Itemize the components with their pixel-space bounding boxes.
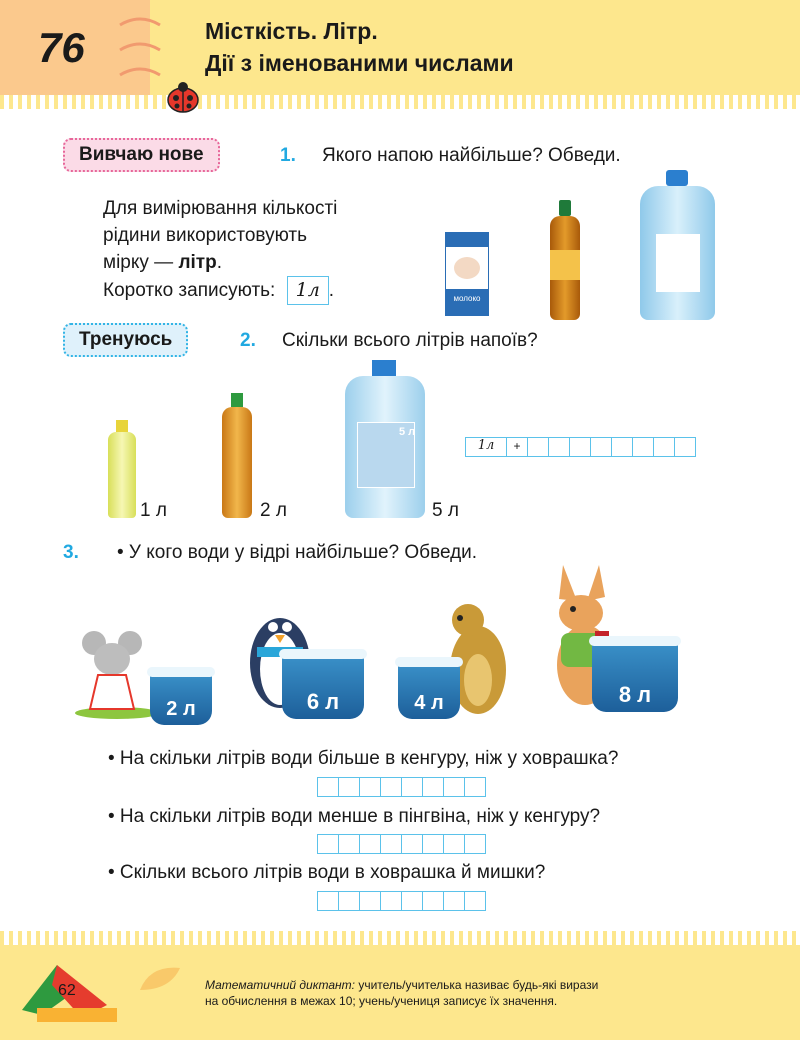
plus-cell: + xyxy=(506,437,528,457)
definition-suffix: . xyxy=(216,252,222,273)
answer-cell[interactable] xyxy=(443,834,465,854)
juice-bottle-2l-image xyxy=(220,393,254,518)
title-line-1: Місткість. Літр. xyxy=(205,18,378,44)
answer-cell[interactable] xyxy=(338,834,360,854)
answer-cell[interactable] xyxy=(317,891,339,911)
header-fringe xyxy=(0,95,800,109)
answer-cell[interactable] xyxy=(569,437,591,457)
answer-cell[interactable] xyxy=(317,777,339,797)
answer-cell[interactable] xyxy=(317,834,339,854)
liter-definition xyxy=(103,195,337,305)
task-3-number: 3. xyxy=(63,542,79,563)
jug-5l-tag: 5 л xyxy=(399,426,416,438)
answer-cell[interactable] xyxy=(380,834,402,854)
jug-label xyxy=(656,234,700,292)
volume-1-liter: 1 л xyxy=(140,500,167,521)
answer-cell[interactable] xyxy=(674,437,696,457)
answer-cell[interactable] xyxy=(359,777,381,797)
answer-cell[interactable] xyxy=(653,437,675,457)
answer-cell[interactable] xyxy=(401,834,423,854)
title-line-2: Дії з іменованими числами xyxy=(205,50,514,76)
short-form-label: Коротко записують: xyxy=(103,280,276,301)
label-learn-new: Вивчаю нове xyxy=(63,138,220,172)
definition-line-3 xyxy=(103,249,337,276)
bucket-penguin: 6 л xyxy=(282,655,364,719)
footer-note-line-2: на обчислення в межах 10; учень/учениця записує їх значення. xyxy=(205,994,558,1008)
definition-line-2: рідини використовують xyxy=(103,225,308,246)
carton-top xyxy=(446,233,488,247)
footer-note-italic: Математичний диктант: xyxy=(205,978,355,992)
definition-prefix: мірку — xyxy=(103,252,179,273)
water-jug-5l-image xyxy=(345,360,425,518)
juice-2l-cap xyxy=(231,393,243,407)
jug-cap xyxy=(666,170,688,186)
juice-bottle-image xyxy=(548,200,582,320)
carton-face xyxy=(454,257,480,279)
answer-cell[interactable] xyxy=(611,437,633,457)
answer-cell[interactable] xyxy=(359,834,381,854)
water-jug-large-image xyxy=(640,170,715,320)
oil-cap xyxy=(116,420,128,432)
footer-fringe xyxy=(0,931,800,945)
oil-bottle-image xyxy=(108,420,136,518)
answer-cell[interactable] xyxy=(548,437,570,457)
answer-grid-2[interactable] xyxy=(318,834,486,854)
juice-cap xyxy=(559,200,571,216)
question-penguin-vs-kangaroo: • На скільки літрів води менше в пінгвіна, ніж у кенгуру? xyxy=(108,806,601,827)
answer-cell[interactable] xyxy=(464,891,486,911)
milk-carton-image xyxy=(445,232,489,316)
footer-note-line-1 xyxy=(205,977,598,993)
task-1-question: Якого напою найбільше? Обведи. xyxy=(322,145,621,166)
juice-2l-body xyxy=(222,407,252,518)
answer-cell[interactable] xyxy=(443,777,465,797)
footer-note-rest: учитель/учителька називає будь-які вирази xyxy=(354,978,599,992)
bucket-gopher: 4 л xyxy=(398,663,460,719)
page-title xyxy=(205,15,514,79)
carton-label: молоко xyxy=(446,289,488,315)
short-form-box: 1л xyxy=(287,276,329,305)
answer-cell[interactable] xyxy=(422,834,444,854)
ornament-icon xyxy=(110,10,170,90)
question-kangaroo-vs-gopher: • На скільки літрів води більше в кенгуру, ніж у ховрашка? xyxy=(108,748,619,769)
answer-cell[interactable] xyxy=(422,891,444,911)
bucket-kangaroo: 8 л xyxy=(592,642,678,712)
answer-cell[interactable] xyxy=(464,834,486,854)
juice-label xyxy=(550,250,580,280)
label-practice: Тренуюсь xyxy=(63,323,188,357)
answer-cell[interactable] xyxy=(380,777,402,797)
task-3-question: • У кого води у відрі найбільше? Обведи. xyxy=(117,542,478,563)
answer-cell[interactable] xyxy=(527,437,549,457)
answer-cell[interactable] xyxy=(443,891,465,911)
leaf-icon xyxy=(135,960,185,1000)
answer-cell[interactable] xyxy=(590,437,612,457)
answer-prefix-cell: 1л xyxy=(465,437,507,457)
task-2-answer-grid[interactable] xyxy=(466,437,696,457)
question-gopher-and-mouse-total: • Скільки всього літрів води в ховрашка й мишки? xyxy=(108,862,546,883)
task-2-number: 2. xyxy=(240,330,256,351)
answer-cell[interactable] xyxy=(632,437,654,457)
task-1-number: 1. xyxy=(280,145,296,166)
ladybug-icon xyxy=(162,78,204,116)
answer-cell[interactable] xyxy=(422,777,444,797)
definition-line-4: Коротко записують: 1л . xyxy=(103,276,337,305)
page-number: 76 xyxy=(38,24,85,71)
definition-bold-liter: літр xyxy=(178,252,217,273)
oil-body xyxy=(108,432,136,518)
answer-cell[interactable] xyxy=(380,891,402,911)
answer-cell[interactable] xyxy=(338,891,360,911)
answer-cell[interactable] xyxy=(359,891,381,911)
volume-2-liter: 2 л xyxy=(260,500,287,521)
volume-5-liter: 5 л xyxy=(432,500,459,521)
answer-grid-1[interactable] xyxy=(318,777,486,797)
bucket-mouse: 2 л xyxy=(150,673,212,725)
answer-cell[interactable] xyxy=(401,777,423,797)
answer-cell[interactable] xyxy=(464,777,486,797)
definition-line-1: Для вимірювання кількості xyxy=(103,198,338,219)
answer-cell[interactable] xyxy=(338,777,360,797)
footer-note xyxy=(205,977,598,1009)
answer-grid-3[interactable] xyxy=(318,891,486,911)
answer-cell[interactable] xyxy=(401,891,423,911)
task-2-question: Скільки всього літрів напоїв? xyxy=(282,330,538,351)
footer-page-number: 62 xyxy=(58,982,76,999)
jug-5l-cap xyxy=(372,360,396,376)
